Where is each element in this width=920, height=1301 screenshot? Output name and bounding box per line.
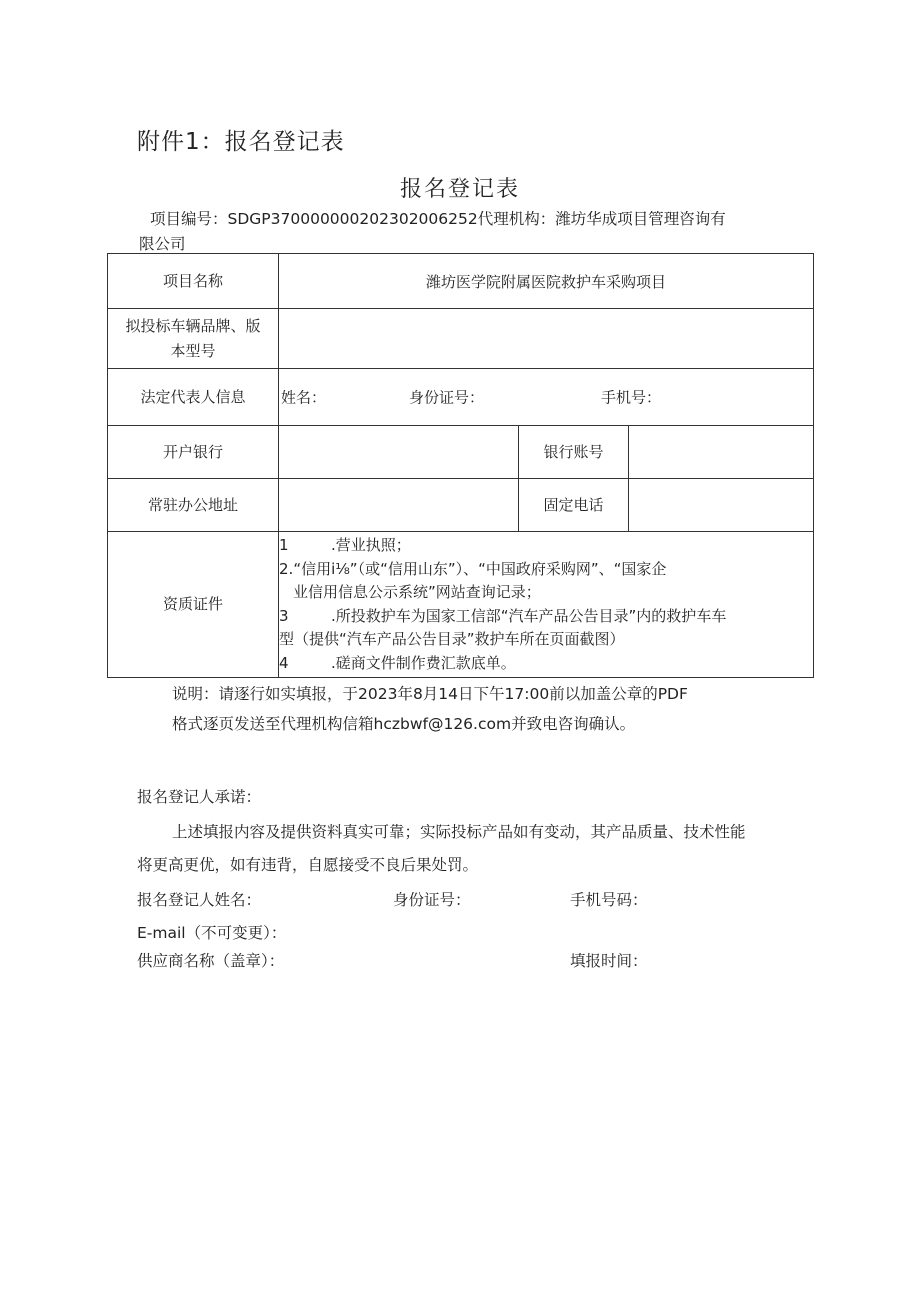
- pledge-title: 报名登记人承诺：: [137, 788, 262, 806]
- qualification-list: [279, 532, 814, 678]
- qualification-item-continued: 型（提供“汽车产品公告目录”救护车所在页面截图）: [279, 630, 625, 648]
- pledge-body-line-continued: 将更高更优，如有违背，自愿接受不良后果处罚。: [137, 856, 479, 874]
- registrant-phone-label: 手机号码：: [570, 891, 648, 909]
- bank-label: 开户银行: [108, 426, 279, 479]
- project-name-value: 潍坊医学院附属医院救护车采购项目: [279, 254, 814, 309]
- project-info-line: 项目编号：SDGP370000000202302006252代理机构：潍坊华成项目管理咨询有: [150, 210, 726, 228]
- registrant-id-label: 身份证号：: [393, 891, 471, 909]
- qualification-item-text: .“信用i⅛”（或“信用山东”）、“中国政府采购网”、“国家企: [288, 559, 667, 578]
- registration-form-table: [107, 253, 814, 678]
- qualification-item-text: .磋商文件制作费汇款底单。: [331, 653, 516, 672]
- fixed-phone-label: 固定电话: [519, 479, 629, 532]
- vehicle-model-label: [108, 309, 279, 369]
- qualification-item-text: .营业执照；: [331, 536, 411, 554]
- project-info-line-continued: 限公司: [139, 235, 186, 253]
- legal-rep-label: 法定代表人信息: [108, 369, 279, 426]
- row-legal-representative: [108, 369, 814, 426]
- qualification-item-continued: 业信用信息公示系统”网站查询记录；: [293, 583, 541, 601]
- qualification-item-text: .所投救护车为国家工信部“汽车产品公告目录”内的救护车车: [331, 606, 727, 625]
- row-office: [108, 479, 814, 532]
- registrant-name-label: 报名登记人姓名：: [137, 891, 262, 909]
- office-address-label: 常驻办公地址: [108, 479, 279, 532]
- vehicle-model-label-line2: 本型号: [170, 341, 216, 360]
- legal-phone-label: 手机号：: [601, 388, 662, 407]
- vehicle-model-field[interactable]: [279, 309, 814, 369]
- registrant-email-label: E-mail（不可变更）：: [137, 924, 287, 942]
- document-title: 报名登记表: [399, 177, 520, 202]
- legal-rep-field[interactable]: [279, 369, 814, 426]
- project-name-label: 项目名称: [108, 254, 279, 309]
- vehicle-model-label-line1: 拟投标车辆品牌、版: [125, 316, 261, 335]
- bank-account-label: 银行账号: [519, 426, 629, 479]
- row-qualification: [108, 532, 814, 678]
- qualification-item-number: 4: [279, 653, 289, 672]
- row-vehicle-model: [108, 309, 814, 369]
- qualification-item-number: 2: [279, 559, 289, 578]
- row-project-name: [108, 254, 814, 309]
- legal-name-label: 姓名：: [281, 388, 327, 407]
- bank-field[interactable]: [279, 426, 519, 479]
- qualification-item: [279, 558, 813, 582]
- legal-id-label: 身份证号：: [409, 388, 485, 407]
- qualification-item: [279, 605, 813, 629]
- supplier-name-label: 供应商名称（盖章）：: [137, 952, 285, 970]
- qualification-label: 资质证件: [108, 532, 279, 678]
- fill-date-label: 填报时间：: [570, 952, 648, 970]
- qualification-item: [279, 534, 813, 558]
- pledge-body-line: 上述填报内容及提供资料真实可靠；实际投标产品如有变动，其产品质量、技术性能: [172, 823, 746, 841]
- qualification-item: [279, 652, 813, 676]
- note-line-continued: 格式逐页发送至代理机构信箱hczbwf@126.com并致电咨询确认。: [172, 715, 636, 733]
- attachment-title: 附件1：报名登记表: [137, 129, 345, 155]
- note-line: 说明：请逐行如实填报，于2023年8月14日下午17:00前以加盖公章的PDF: [172, 685, 688, 703]
- fixed-phone-field[interactable]: [629, 479, 814, 532]
- qualification-item-number: 3: [279, 606, 289, 625]
- office-address-field[interactable]: [279, 479, 519, 532]
- row-bank: [108, 426, 814, 479]
- qualification-item-number: 1: [279, 536, 289, 554]
- bank-account-field[interactable]: [629, 426, 814, 479]
